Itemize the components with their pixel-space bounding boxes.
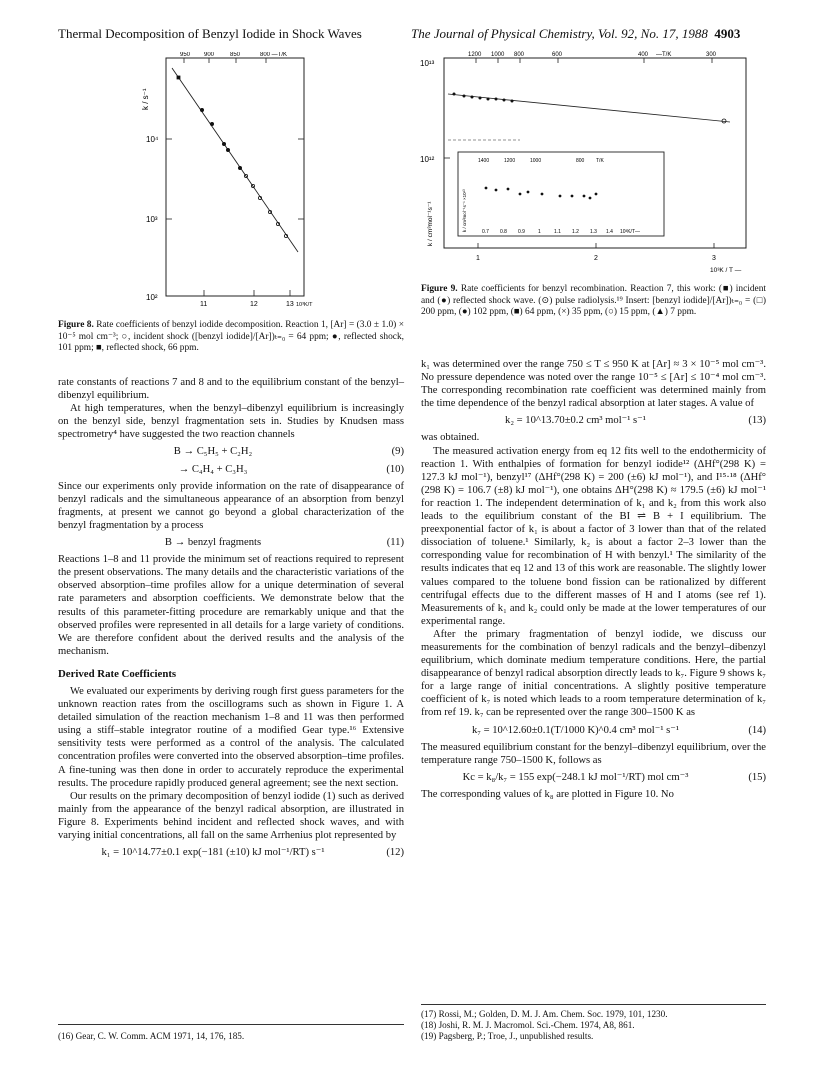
section-heading: Derived Rate Coefficients (58, 667, 177, 680)
fig9-y-label: k / cm³mol⁻¹s⁻¹ (427, 201, 434, 246)
fig9-caption-label: Figure 9. (421, 284, 458, 294)
left-para-4: Reactions 1–8 and 11 provide the minimum set of reactions required to represent the present observations. The many details and the characteristic variations of the observed absorption–time profiles allow for a unique determination of several rate parameters and absorption coefficients. We demonstrate below that the results of this parameter-fitting procedure are remarkably unique and that the observed profiles were represented in all details for a large variety of conditions. We are therefore confident about the derived results and the analysis of the mechanism. (58, 554, 404, 657)
journal-name: The Journal of Physical Chemistry, Vol. 92, No. 17, 1988 (411, 26, 708, 41)
equation-13: k₂ = 10^13.70±0.2 cm³ mol⁻¹ s⁻¹ (13) (505, 415, 766, 427)
figure-9-caption (421, 284, 766, 319)
right-para-1: k₁ was determined over the range 750 ≤ T ≤ 950 K at [Ar] ≈ 3 × 10⁻⁵ mol cm⁻³. No pressure dependence was noted over the range 10⁻⁵ ≤ [Ar] ≤ 10⁻⁴ mol cm⁻³. The corresponding recombination rate coefficient was determined mainly from the time dependence of the benzyl radical absorption at later stages. A value of (421, 359, 766, 410)
fig9-inset-x-0.8: 0.8 (500, 229, 507, 235)
fig9-top-tick-600: 600 (552, 52, 563, 58)
fig9-top-unit: —T/K (656, 52, 672, 58)
fig9-top-tick-800: 800 (514, 52, 525, 58)
fig8-x-tick-13: 13 (286, 301, 294, 308)
equation-14: k₇ = 10^12.60±0.1(T/1000 K)^0.4 cm³ mol⁻¹ s⁻¹ (14) (471, 724, 766, 736)
left-para-5: We evaluated our experiments by deriving rough first guess parameters for the unknown reaction rates from the oscillograms such as shown in Figure 1. A detailed simulation of the reaction mechanism 1–8 and 11 was then performed using a stiff–stable integrator routine of a modified Gear type.¹⁶ Extensive sensitivity tests were performed as a control of the analysis. The calculated concentration profiles were converted into the observed absorption–time profiles. A fine-tuning was then done in order to accurately reproduce the experimental results. The procedure rapidly produced general agreement; see the next section. (58, 685, 404, 789)
right-column (421, 358, 766, 801)
fig9-inset-frame (458, 152, 664, 236)
fig9-inset-top-unit: T/K (596, 158, 604, 164)
fig9-inset-x-1: 1 (538, 229, 541, 235)
fig8-y-tick-1e4: 10⁴ (146, 135, 159, 144)
fig9-inset-x-unit: 10³K/T— (620, 229, 641, 235)
fig9-inset-x-1.1: 1.1 (554, 229, 561, 235)
right-para-2: was obtained. (421, 432, 480, 444)
figure-8-caption (58, 320, 404, 355)
fig9-inset-top-1200: 1200 (504, 158, 516, 164)
fig9-x-tick-1: 1 (476, 255, 480, 262)
fig8-top-tick-800: 800 —T/K (260, 52, 288, 58)
fig9-inset-top-1000: 1000 (530, 158, 542, 164)
fig9-inset-x-1.3: 1.3 (590, 229, 597, 235)
fig8-x-tick-11: 11 (200, 301, 208, 308)
equation-15: Kc = k₈/k₇ = 155 exp(−248.1 kJ mol⁻¹/RT) mol cm⁻³ (15) (462, 771, 766, 783)
right-para-3: The measured activation energy from eq 12 fits well to the endothermicity of reaction 1. With enthalpies of formation for benzyl iodide¹² (ΔHf°(298 K) = 127.3 kJ mol⁻¹), benzyl¹⁷ (ΔHf°(298 K) = 200 (±6) kJ mol⁻¹), and I¹⁵·¹⁸ (ΔHf°(298 K) = 106.7 (±8) kJ mol⁻¹), one obtains ΔH°(298 K) ≈ 179.5 (±6) kJ mol⁻¹ for reaction 1. The independent determination of k₁ and k₂ from this work also leads to the equilibrium constant of the BI ⇌ B + I equilibrium. The preexponential factor of k₁ is about a factor of 3 lower than that of the related dissociation of toluene.¹ Similarly, k₂ is about a factor 2–3 lower than the corresponding value for recombination of H with benzyl.¹ The similarity of the results indicates that eq 12 and 13 of this work are reasonable. The slightly lower values compared to the toluene bond fission can be rationalized by different centrifugal effects due to the different masses of H and I atoms (see ref 1). Measurements of k₁ and k₂ could only be made at the lower temperatures of our experimental range. (421, 445, 766, 627)
equation-11: B → benzyl fragments (11) (164, 537, 404, 549)
right-para-4: After the primary fragmentation of benzyl iodide, we discuss our measurements for the combination of benzyl radicals and the benzyl–dibenzyl equilibrium, which dominate medium temperature conditions. Here, the partial disappearance of benzyl radical absorption directly leads to k₇. Figure 9 shows k₇ for a large range of initial concentrations. A slightly positive temperature coefficient of k₇ is noted which leads to a room temperature determination of k₇ from ref 19. k₇ can be represented over the range 300–1500 K as (421, 628, 766, 719)
running-header-title: Thermal Decomposition of Benzyl Iodide in Shock Waves (58, 26, 362, 41)
right-para-5: The measured equilibrium constant for the benzyl–dibenzyl equilibrium, over the temperature range 750–1500 K, follows as (421, 741, 766, 766)
fig8-x-tick-12: 12 (250, 301, 258, 308)
page-number: 4903 (714, 26, 741, 41)
fig9-y-tick-1e13: 10¹³ (420, 59, 435, 68)
fig9-top-tick-300: 300 (706, 52, 717, 58)
figure-9-plot (420, 48, 766, 280)
left-para-6: Our results on the primary decomposition of benzyl iodide (1) such as derived mainly from the appearance of the benzyl radical absorption, are illustrated in Figure 8. Experiments behind incident and reflected shock waves, and with varying initial concentrations, all fall on the same Arrhenius plot represented by (58, 790, 404, 841)
right-para-6: The corresponding values of k₈ are plotted in Figure 10. No (421, 788, 674, 800)
fig9-y-tick-1e12: 10¹² (420, 155, 435, 164)
right-footnotes (421, 1004, 766, 1043)
fig9-x-tick-3: 3 (712, 255, 716, 262)
equation-10: → C₄H₄ + C₃H₃ (10) (178, 463, 404, 475)
left-footnotes (58, 1024, 404, 1042)
equation-9: B → C₅H₅ + C₂H₂ (9) (173, 446, 404, 458)
fig8-caption-label: Figure 8. (58, 320, 94, 330)
fig8-fit-line (172, 68, 298, 252)
left-para-2: At high temperatures, when the benzyl–dibenzyl equilibrium is increasingly on the benzyl side, benzyl fragmentation sets in. Studies by Knudsen mass spectrometry⁴ have suggested the two reaction channels (58, 403, 404, 441)
fig8-top-tick-950: 950 (180, 52, 191, 58)
fig9-x-unit: 10³K / T — (710, 267, 742, 274)
fig8-top-tick-850: 850 (230, 52, 241, 58)
fig8-y-tick-1e2: 10² (146, 293, 158, 302)
footnote-16: (16) Gear, C. W. Comm. ACM 1971, 14, 176, 185. (58, 1031, 245, 1041)
fig9-caption-text: Rate coefficients for benzyl recombination. Reaction 7, this work: (■) incident and (●) reflected shock wave. (⊙) pulse radiolysis.¹⁹ Insert: [benzyl iodide]/[Ar])ₜ₌₀ = (□) 200 ppm, (●) 102 ppm, (■) 64 ppm, (×) 35 ppm, (○) 15 ppm, (▲) 7 ppm. (421, 284, 766, 318)
fig8-y-tick-1e3: 10³ (146, 215, 158, 224)
fig8-y-label: k / s⁻¹ (141, 88, 150, 110)
footnote-18: (18) Joshi, R. M. J. Macromol. Sci.-Chem. 1974, A8, 861. (421, 1020, 635, 1031)
footnote-19: (19) Pagsberg, P.; Troe, J., unpublished results. (421, 1031, 594, 1042)
fig9-inset-x-1.2: 1.2 (572, 229, 579, 235)
fig8-caption-text: Rate coefficients of benzyl iodide decomposition. Reaction 1, [Ar] = (3.0 ± 1.0) × 10⁻⁵ mol cm⁻³; ○, incident shock ([benzyl iodide]/[Ar])ₜ₌₀ = 64 ppm; ●, reflected shock, 101 ppm; ■, reflected shock, 66 ppm. (58, 320, 405, 354)
fig9-inset-x-0.7: 0.7 (482, 229, 489, 235)
fig9-inset-top-800: 800 (576, 158, 585, 164)
left-para-1: rate constants of reactions 7 and 8 and to the equilibrium constant of the benzyl–dibenzyl equilibrium. (58, 377, 404, 402)
fig9-x-tick-2: 2 (594, 255, 598, 262)
equation-12: k₁ = 10^14.77±0.1 exp(−181 (±10) kJ mol⁻¹/RT) s⁻¹ (12) (101, 847, 404, 859)
figure-8-plot (120, 52, 320, 314)
fig8-x-unit: 10³K/T (296, 302, 313, 308)
fig9-inset-x-1.4: 1.4 (606, 229, 613, 235)
fig9-top-tick-1000: 1000 (491, 52, 505, 58)
left-para-3: Since our experiments only provide information on the rate of disappearance of benzyl radicals and the simultaneous appearance of an absorption from benzyl fragments, at present we cannot go beyond a global characterization of the benzyl fragmentation by a process (58, 480, 404, 531)
fig9-fit-line (448, 94, 730, 122)
footnote-17: (17) Rossi, M.; Golden, D. M. J. Am. Chem. Soc. 1979, 101, 1230. (421, 1009, 668, 1019)
fig9-top-tick-1200: 1200 (468, 52, 482, 58)
fig9-inset-y-label: k / cm³mol⁻¹s⁻¹ ×10¹³ (462, 189, 467, 232)
left-column (58, 376, 404, 863)
journal-citation (411, 26, 740, 42)
fig8-top-tick-900: 900 (204, 52, 215, 58)
fig9-top-tick-400: 400 (638, 52, 649, 58)
fig9-inset-x-0.9: 0.9 (518, 229, 525, 235)
fig9-inset-top-1400: 1400 (478, 158, 490, 164)
